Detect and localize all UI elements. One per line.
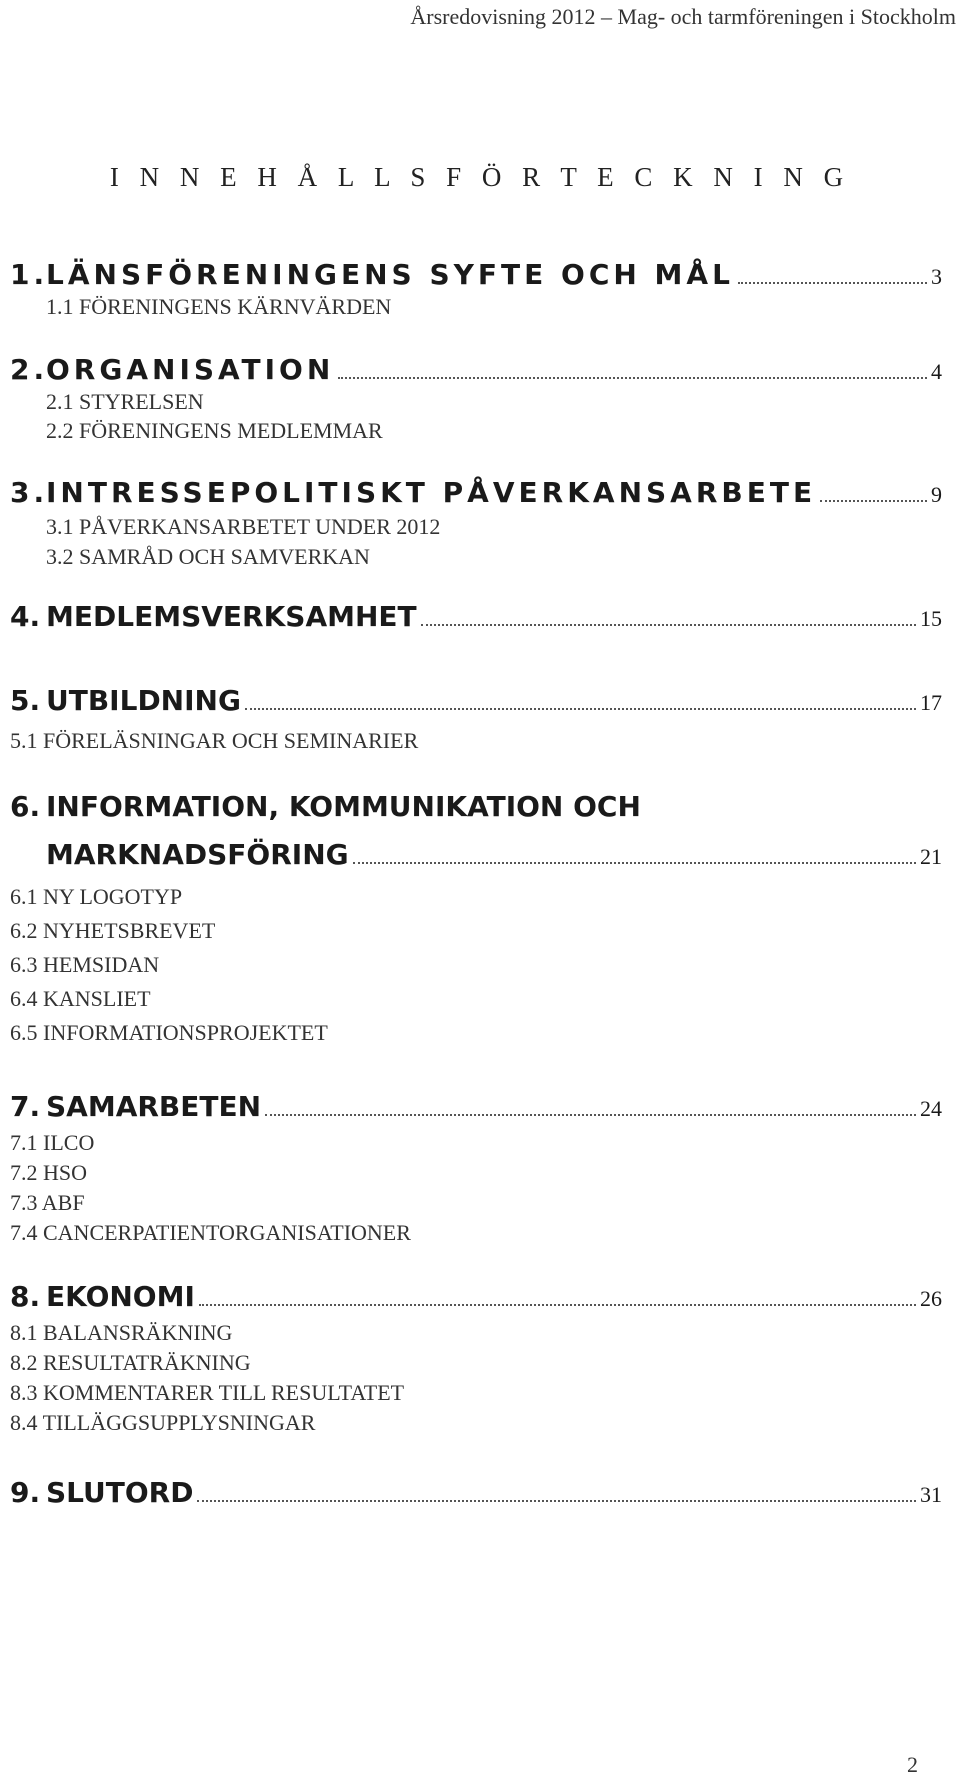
chapter-page: 15: [920, 606, 942, 631]
toc-subsection[interactable]: 5.1 FÖRELÄSNINGAR OCH SEMINARIER: [10, 728, 419, 753]
toc-subsection[interactable]: 2.1 STYRELSEN: [46, 389, 204, 414]
toc-heading: I N N E H Å L L S F Ö R T E C K N I N G: [109, 162, 851, 192]
chapter-title: EKONOMI: [46, 1280, 195, 1313]
dot-leader: [338, 377, 927, 379]
toc-subsection[interactable]: 3.1 PÅVERKANSARBETET UNDER 2012: [46, 514, 441, 539]
chapter-title: SAMARBETEN: [46, 1090, 262, 1123]
chapter-page: 17: [920, 690, 942, 715]
chapter-number: 6.: [10, 790, 41, 823]
chapter-number: 7.: [10, 1090, 41, 1123]
toc-chapter-1[interactable]: [10, 258, 942, 291]
toc-subsection[interactable]: 3.2 SAMRÅD OCH SAMVERKAN: [46, 544, 370, 569]
dot-leader: [245, 708, 916, 710]
toc-subsection[interactable]: 7.2 HSO: [10, 1160, 88, 1185]
dot-leader: [820, 500, 927, 502]
dot-leader: [738, 282, 927, 284]
chapter-title: INTRESSEPOLITISKT PÅVERKANSARBETE: [46, 476, 817, 509]
toc-subsection[interactable]: 8.1 BALANSRÄKNING: [10, 1320, 233, 1345]
toc-chapter-6-continued[interactable]: [10, 838, 942, 871]
toc-subsection[interactable]: 8.4 TILLÄGGSUPPLYSNINGAR: [10, 1410, 316, 1435]
chapter-number: 1.: [10, 258, 49, 291]
chapter-page: 31: [920, 1482, 942, 1507]
chapter-page: 4: [931, 359, 942, 384]
toc-chapter-9[interactable]: [10, 1476, 942, 1509]
chapter-number: 4.: [10, 600, 41, 633]
toc-subsection[interactable]: 6.5 INFORMATIONSPROJEKTET: [10, 1020, 328, 1045]
toc-chapter-3[interactable]: [10, 476, 942, 509]
toc-subsection[interactable]: 6.3 HEMSIDAN: [10, 952, 160, 977]
chapter-title: ORGANISATION: [46, 353, 335, 386]
toc-subsection[interactable]: 1.1 FÖRENINGENS KÄRNVÄRDEN: [46, 294, 392, 319]
chapter-title: SLUTORD: [46, 1476, 194, 1509]
chapter-number: 9.: [10, 1476, 41, 1509]
toc-subsection[interactable]: 7.4 CANCERPATIENTORGANISATIONER: [10, 1220, 411, 1245]
chapter-number: 2.: [10, 353, 49, 386]
chapter-title-continued: MARKNADSFÖRING: [46, 838, 349, 871]
dot-leader: [353, 862, 916, 864]
toc-chapter-2[interactable]: [10, 353, 942, 386]
chapter-title: MEDLEMSVERKSAMHET: [46, 600, 417, 633]
toc-subsection[interactable]: 6.2 NYHETSBREVET: [10, 918, 216, 943]
chapter-page: 26: [920, 1286, 942, 1311]
toc-subsection[interactable]: 6.4 KANSLIET: [10, 986, 151, 1011]
dot-leader: [421, 624, 916, 626]
toc-chapter-6[interactable]: [10, 790, 942, 823]
chapter-title: INFORMATION, KOMMUNIKATION OCH: [46, 790, 641, 823]
toc-subsection[interactable]: 8.2 RESULTATRÄKNING: [10, 1350, 251, 1375]
chapter-number: 3.: [10, 476, 49, 509]
chapter-page: 3: [931, 264, 942, 289]
toc-chapter-8[interactable]: [10, 1280, 942, 1313]
chapter-title: UTBILDNING: [46, 684, 241, 717]
chapter-number: 8.: [10, 1280, 41, 1313]
chapter-page: 9: [931, 482, 942, 507]
dot-leader: [199, 1304, 916, 1306]
page-number: 2: [907, 1752, 918, 1777]
toc-chapter-4[interactable]: [10, 600, 942, 633]
running-header: Årsredovisning 2012 – Mag- och tarmföreningen i Stockholm: [410, 4, 956, 29]
toc-subsection[interactable]: 2.2 FÖRENINGENS MEDLEMMAR: [46, 418, 383, 443]
toc-subsection[interactable]: 7.1 ILCO: [10, 1130, 95, 1155]
chapter-title: LÄNSFÖRENINGENS SYFTE OCH MÅL: [46, 258, 734, 291]
chapter-number: 5.: [10, 684, 41, 717]
toc-chapter-7[interactable]: [10, 1090, 942, 1123]
chapter-page: 21: [920, 844, 942, 869]
dot-leader: [265, 1114, 916, 1116]
toc-subsection[interactable]: 6.1 NY LOGOTYP: [10, 884, 183, 909]
chapter-page: 24: [920, 1096, 942, 1121]
toc-subsection[interactable]: 8.3 KOMMENTARER TILL RESULTATET: [10, 1380, 405, 1405]
dot-leader: [197, 1500, 916, 1502]
toc-subsection[interactable]: 7.3 ABF: [10, 1190, 85, 1215]
toc-chapter-5[interactable]: [10, 684, 942, 717]
